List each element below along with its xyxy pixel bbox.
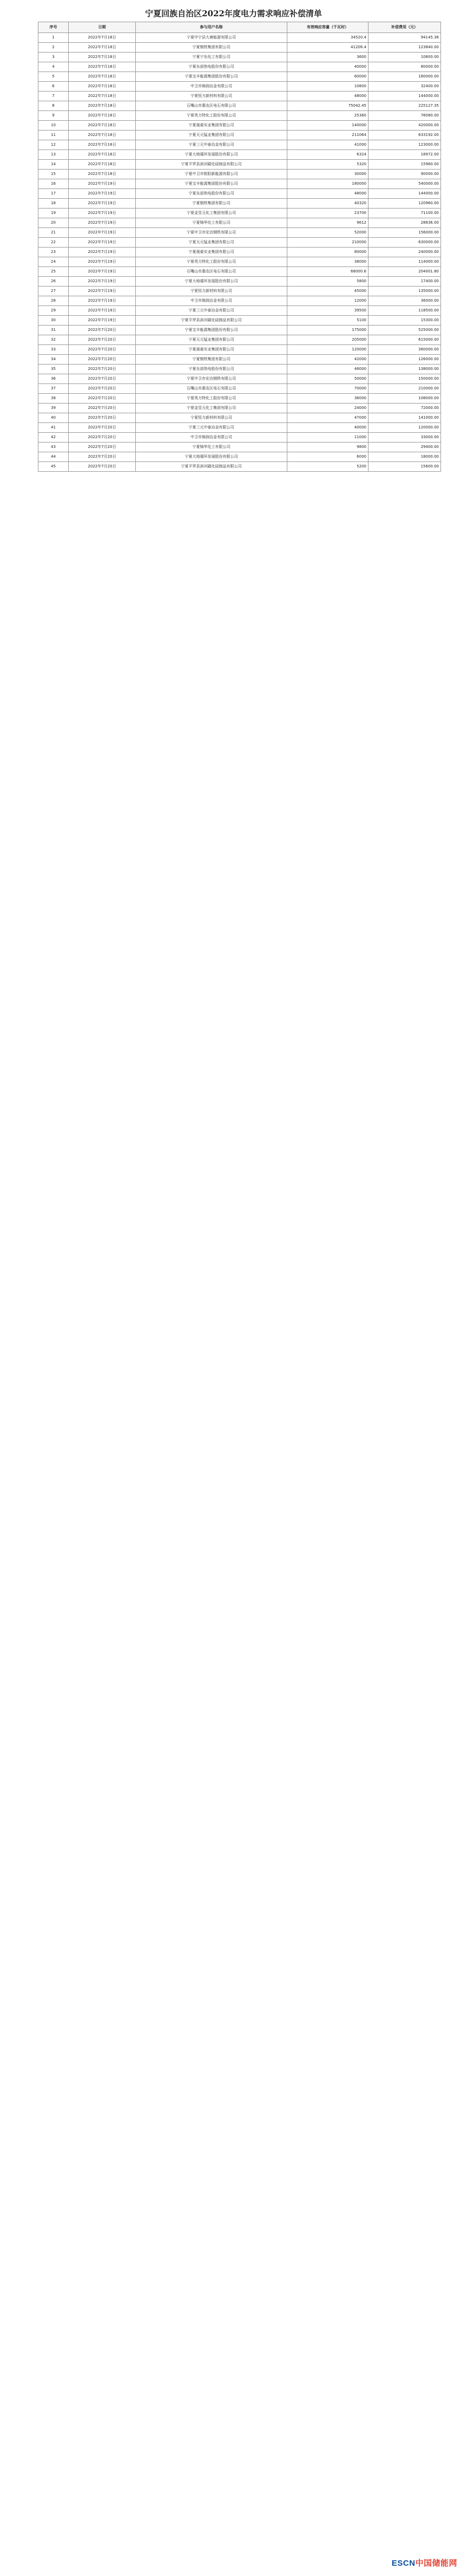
cell-fee: 15600.00 <box>369 462 441 472</box>
cell-date: 2022年7月19日 <box>69 189 136 199</box>
cell-user: 宁夏中宁县大唐能源有限公司 <box>136 33 287 43</box>
table-row <box>38 179 441 189</box>
cell-fee: 156000.00 <box>369 228 441 238</box>
table-row <box>38 433 441 443</box>
table-row <box>38 374 441 384</box>
cell-user: 宁夏钢铁集团有限公司 <box>136 199 287 209</box>
page-title: 宁夏回族自治区2022年度电力需求响应补偿清单 <box>145 9 322 18</box>
cell-capacity: 140000 <box>287 121 369 131</box>
cell-index: 44 <box>38 452 69 462</box>
cell-index: 25 <box>38 267 69 277</box>
cell-user: 石嘴山市惠农区电石有限公司 <box>136 267 287 277</box>
cell-user: 宁夏宝丰能源集团股份有限公司 <box>136 179 287 189</box>
cell-date: 2022年7月18日 <box>69 101 136 111</box>
cell-index: 6 <box>38 82 69 92</box>
cell-fee: 525000.00 <box>369 326 441 335</box>
cell-fee: 114000.00 <box>369 257 441 267</box>
cell-index: 29 <box>38 306 69 316</box>
cell-index: 33 <box>38 345 69 355</box>
cell-index: 1 <box>38 33 69 43</box>
cell-index: 41 <box>38 423 69 433</box>
cell-index: 30 <box>38 316 69 326</box>
cell-user: 宁夏晟晏实业集团有限公司 <box>136 345 287 355</box>
cell-user: 中卫市锦润冶金有限公司 <box>136 433 287 443</box>
cell-capacity: 40000 <box>287 423 369 433</box>
column-header-index: 序号 <box>38 22 69 33</box>
cell-capacity: 38000 <box>287 257 369 267</box>
table-row <box>38 43 441 53</box>
cell-index: 37 <box>38 384 69 394</box>
cell-capacity: 5320 <box>287 160 369 170</box>
cell-fee: 36000.00 <box>369 296 441 306</box>
cell-capacity: 36000 <box>287 394 369 404</box>
cell-fee: 18000.00 <box>369 452 441 462</box>
cell-date: 2022年7月18日 <box>69 53 136 62</box>
escn-logo <box>392 2557 457 2568</box>
cell-date: 2022年7月18日 <box>69 92 136 101</box>
cell-fee: 32400.00 <box>369 82 441 92</box>
table-row <box>38 92 441 101</box>
cell-user: 宁夏金昱元化工集团有限公司 <box>136 404 287 413</box>
cell-capacity: 211064 <box>287 131 369 140</box>
table-row <box>38 150 441 160</box>
cell-user: 中卫市锦润冶金有限公司 <box>136 296 287 306</box>
cell-index: 31 <box>38 326 69 335</box>
cell-date: 2022年7月19日 <box>69 209 136 218</box>
table-row <box>38 267 441 277</box>
cell-date: 2022年7月19日 <box>69 248 136 257</box>
cell-fee: 420000.00 <box>369 121 441 131</box>
cell-fee: 15960.00 <box>369 160 441 170</box>
table-row <box>38 111 441 121</box>
cell-date: 2022年7月18日 <box>69 43 136 53</box>
cell-user: 宁夏天元锰业集团有限公司 <box>136 238 287 248</box>
cell-date: 2022年7月19日 <box>69 257 136 267</box>
cell-fee: 120000.00 <box>369 423 441 433</box>
table-row <box>38 365 441 374</box>
cell-user: 宁夏钢铁集团有限公司 <box>136 355 287 365</box>
cell-user: 宁夏宝丰能源集团股份有限公司 <box>136 72 287 82</box>
table-row <box>38 218 441 228</box>
cell-capacity: 9612 <box>287 218 369 228</box>
cell-capacity: 47000 <box>287 413 369 423</box>
cell-fee: 123000.00 <box>369 140 441 150</box>
cell-capacity: 23700 <box>287 209 369 218</box>
cell-date: 2022年7月18日 <box>69 62 136 72</box>
cell-user: 宁夏东部热电股份有限公司 <box>136 62 287 72</box>
cell-date: 2022年7月19日 <box>69 316 136 326</box>
cell-capacity: 9800 <box>287 443 369 452</box>
column-header-date: 日期 <box>69 22 136 33</box>
cell-date: 2022年7月19日 <box>69 287 136 296</box>
cell-date: 2022年7月20日 <box>69 384 136 394</box>
table-row <box>38 443 441 452</box>
cell-capacity: 3600 <box>287 53 369 62</box>
cell-fee: 18972.00 <box>369 150 441 160</box>
table-row <box>38 209 441 218</box>
cell-date: 2022年7月20日 <box>69 326 136 335</box>
cell-fee: 138000.00 <box>369 365 441 374</box>
table-row <box>38 287 441 296</box>
cell-capacity: 5800 <box>287 277 369 287</box>
cell-fee: 123840.00 <box>369 43 441 53</box>
cell-date: 2022年7月19日 <box>69 296 136 306</box>
cell-date: 2022年7月20日 <box>69 335 136 345</box>
cell-capacity: 40320 <box>287 199 369 209</box>
table-row <box>38 413 441 423</box>
table-row <box>38 72 441 82</box>
table-row <box>38 53 441 62</box>
cell-capacity: 39500 <box>287 306 369 316</box>
cell-user: 宁夏平罗县滨河碳化硅制品有限公司 <box>136 316 287 326</box>
cell-index: 27 <box>38 287 69 296</box>
table-row <box>38 306 441 316</box>
cell-capacity: 41000 <box>287 140 369 150</box>
cell-date: 2022年7月18日 <box>69 82 136 92</box>
cell-capacity: 6324 <box>287 150 369 160</box>
cell-capacity: 24000 <box>287 404 369 413</box>
cell-fee: 135000.00 <box>369 287 441 296</box>
cell-user: 石嘴山市惠农区电石有限公司 <box>136 384 287 394</box>
logo-escn-text: ESCN <box>391 2559 416 2568</box>
cell-date: 2022年7月18日 <box>69 150 136 160</box>
cell-capacity: 70000 <box>287 384 369 394</box>
cell-index: 10 <box>38 121 69 131</box>
cell-index: 35 <box>38 365 69 374</box>
cell-user: 宁夏三元中泰冶金有限公司 <box>136 140 287 150</box>
cell-index: 20 <box>38 218 69 228</box>
cell-user: 宁夏大地循环发展股份有限公司 <box>136 452 287 462</box>
cell-fee: 240000.00 <box>369 248 441 257</box>
cell-user: 宁夏天元锰业集团有限公司 <box>136 131 287 140</box>
cell-user: 宁夏英力特化工股份有限公司 <box>136 394 287 404</box>
cell-fee: 144000.00 <box>369 92 441 101</box>
table-row <box>38 140 441 150</box>
table-row <box>38 228 441 238</box>
cell-user: 宁夏东部热电股份有限公司 <box>136 189 287 199</box>
cell-date: 2022年7月20日 <box>69 394 136 404</box>
cell-date: 2022年7月19日 <box>69 267 136 277</box>
cell-date: 2022年7月18日 <box>69 160 136 170</box>
cell-user: 宁夏平罗县滨河碳化硅制品有限公司 <box>136 462 287 472</box>
cell-user: 宁夏恒力新材料有限公司 <box>136 287 287 296</box>
cell-index: 9 <box>38 111 69 121</box>
cell-index: 34 <box>38 355 69 365</box>
table-row <box>38 462 441 472</box>
cell-capacity: 25360 <box>287 111 369 121</box>
cell-capacity: 60000 <box>287 72 369 82</box>
cell-user: 宁夏三元中泰冶金有限公司 <box>136 423 287 433</box>
table-body <box>38 33 441 472</box>
logo-cn-text: 中国储能网 <box>415 2559 457 2568</box>
table-row <box>38 423 441 433</box>
table-row <box>38 82 441 92</box>
cell-capacity: 68000.6 <box>287 267 369 277</box>
column-header-user: 参与用户名称 <box>136 22 287 33</box>
cell-date: 2022年7月19日 <box>69 238 136 248</box>
cell-user: 宁夏中卫市宏达钢铁有限公司 <box>136 374 287 384</box>
table-row <box>38 238 441 248</box>
cell-date: 2022年7月20日 <box>69 423 136 433</box>
cell-date: 2022年7月18日 <box>69 140 136 150</box>
cell-date: 2022年7月19日 <box>69 277 136 287</box>
cell-capacity: 45000 <box>287 287 369 296</box>
cell-user: 宁夏晟晏实业集团有限公司 <box>136 248 287 257</box>
cell-index: 28 <box>38 296 69 306</box>
cell-index: 3 <box>38 53 69 62</box>
cell-index: 26 <box>38 277 69 287</box>
table-row <box>38 296 441 306</box>
cell-fee: 540000.00 <box>369 179 441 189</box>
cell-user: 宁夏平罗县滨河碳化硅制品有限公司 <box>136 160 287 170</box>
cell-capacity: 5200 <box>287 462 369 472</box>
cell-date: 2022年7月20日 <box>69 404 136 413</box>
cell-capacity: 48000 <box>287 189 369 199</box>
cell-capacity: 48000 <box>287 92 369 101</box>
table-row <box>38 404 441 413</box>
cell-index: 40 <box>38 413 69 423</box>
cell-index: 39 <box>38 404 69 413</box>
cell-capacity: 40000 <box>287 62 369 72</box>
cell-index: 15 <box>38 170 69 179</box>
cell-index: 32 <box>38 335 69 345</box>
cell-fee: 15300.00 <box>369 316 441 326</box>
cell-fee: 76080.00 <box>369 111 441 121</box>
cell-capacity: 42000 <box>287 355 369 365</box>
cell-capacity: 30000 <box>287 170 369 179</box>
table-row <box>38 33 441 43</box>
cell-index: 17 <box>38 189 69 199</box>
cell-date: 2022年7月20日 <box>69 413 136 423</box>
cell-index: 13 <box>38 150 69 160</box>
cell-index: 2 <box>38 43 69 53</box>
cell-date: 2022年7月20日 <box>69 345 136 355</box>
table-row <box>38 277 441 287</box>
cell-user: 宁夏锦华化工有限公司 <box>136 443 287 452</box>
table-row <box>38 131 441 140</box>
cell-date: 2022年7月20日 <box>69 462 136 472</box>
table-row <box>38 384 441 394</box>
cell-capacity: 12000 <box>287 296 369 306</box>
table-row <box>38 316 441 326</box>
cell-index: 11 <box>38 131 69 140</box>
cell-capacity: 180000 <box>287 179 369 189</box>
cell-fee: 120960.00 <box>369 199 441 209</box>
cell-fee: 210000.00 <box>369 384 441 394</box>
cell-fee: 630000.00 <box>369 238 441 248</box>
table-row <box>38 355 441 365</box>
cell-fee: 204001.80 <box>369 267 441 277</box>
cell-capacity: 6000 <box>287 452 369 462</box>
cell-fee: 144000.00 <box>369 189 441 199</box>
cell-index: 38 <box>38 394 69 404</box>
table-row <box>38 394 441 404</box>
cell-date: 2022年7月19日 <box>69 228 136 238</box>
cell-index: 5 <box>38 72 69 82</box>
cell-user: 宁夏英力特化工股份有限公司 <box>136 257 287 267</box>
cell-date: 2022年7月19日 <box>69 218 136 228</box>
cell-fee: 72000.00 <box>369 404 441 413</box>
cell-capacity: 205000 <box>287 335 369 345</box>
cell-fee: 71100.00 <box>369 209 441 218</box>
cell-fee: 108000.00 <box>369 394 441 404</box>
cell-index: 45 <box>38 462 69 472</box>
cell-capacity: 34520.4 <box>287 33 369 43</box>
cell-capacity: 46000 <box>287 365 369 374</box>
cell-capacity: 10800 <box>287 82 369 92</box>
cell-user: 中卫市锦润冶金有限公司 <box>136 82 287 92</box>
cell-index: 24 <box>38 257 69 267</box>
cell-fee: 360000.00 <box>369 345 441 355</box>
cell-user: 宁夏锦华化工有限公司 <box>136 218 287 228</box>
cell-user: 宁夏大地循环发展股份有限公司 <box>136 150 287 160</box>
cell-fee: 94145.36 <box>369 33 441 43</box>
cell-index: 21 <box>38 228 69 238</box>
table-row <box>38 62 441 72</box>
cell-user: 宁夏英力特化工股份有限公司 <box>136 111 287 121</box>
cell-user: 宁夏大地循环发展股份有限公司 <box>136 277 287 287</box>
cell-user: 宁夏恒力新材料有限公司 <box>136 92 287 101</box>
cell-fee: 118500.00 <box>369 306 441 316</box>
cell-date: 2022年7月18日 <box>69 33 136 43</box>
cell-capacity: 120000 <box>287 345 369 355</box>
cell-user: 石嘴山市惠农区电石有限公司 <box>136 101 287 111</box>
cell-index: 43 <box>38 443 69 452</box>
column-header-capacity: 有效响应容量（千瓦时） <box>287 22 369 33</box>
cell-user: 宁夏中卫市银阳新能源有限公司 <box>136 170 287 179</box>
cell-fee: 80000.00 <box>369 62 441 72</box>
table-row <box>38 199 441 209</box>
table-header-row <box>38 22 441 33</box>
cell-date: 2022年7月20日 <box>69 443 136 452</box>
table-row <box>38 452 441 462</box>
cell-capacity: 175000 <box>287 326 369 335</box>
table-row <box>38 121 441 131</box>
cell-date: 2022年7月18日 <box>69 170 136 179</box>
cell-fee: 28836.00 <box>369 218 441 228</box>
column-header-fee: 补偿费用（元） <box>369 22 441 33</box>
cell-user: 宁夏宁东化工有限公司 <box>136 53 287 62</box>
cell-capacity: 52000 <box>287 228 369 238</box>
cell-index: 42 <box>38 433 69 443</box>
cell-date: 2022年7月20日 <box>69 433 136 443</box>
cell-capacity: 210000 <box>287 238 369 248</box>
cell-fee: 615000.00 <box>369 335 441 345</box>
cell-index: 22 <box>38 238 69 248</box>
cell-fee: 150000.00 <box>369 374 441 384</box>
cell-fee: 141000.00 <box>369 413 441 423</box>
cell-user: 宁夏晟晏实业集团有限公司 <box>136 121 287 131</box>
cell-user: 宁夏中卫市宏达钢铁有限公司 <box>136 228 287 238</box>
table-row <box>38 335 441 345</box>
table-row <box>38 101 441 111</box>
cell-user: 宁夏东部热电股份有限公司 <box>136 365 287 374</box>
cell-index: 19 <box>38 209 69 218</box>
cell-fee: 17400.00 <box>369 277 441 287</box>
cell-date: 2022年7月20日 <box>69 365 136 374</box>
cell-date: 2022年7月19日 <box>69 199 136 209</box>
cell-index: 23 <box>38 248 69 257</box>
table-row <box>38 160 441 170</box>
cell-capacity: 11000 <box>287 433 369 443</box>
cell-index: 36 <box>38 374 69 384</box>
cell-user: 宁夏钢铁集团有限公司 <box>136 43 287 53</box>
cell-fee: 29400.00 <box>369 443 441 452</box>
cell-fee: 180000.00 <box>369 72 441 82</box>
cell-date: 2022年7月20日 <box>69 374 136 384</box>
cell-date: 2022年7月20日 <box>69 355 136 365</box>
table-row <box>38 345 441 355</box>
table-row <box>38 189 441 199</box>
cell-fee: 90000.00 <box>369 170 441 179</box>
cell-fee: 33000.00 <box>369 433 441 443</box>
cell-user: 宁夏金昱元化工集团有限公司 <box>136 209 287 218</box>
cell-date: 2022年7月18日 <box>69 111 136 121</box>
table-row <box>38 170 441 179</box>
table-row <box>38 248 441 257</box>
cell-index: 16 <box>38 179 69 189</box>
cell-fee: 225127.35 <box>369 101 441 111</box>
cell-index: 14 <box>38 160 69 170</box>
table-row <box>38 326 441 335</box>
cell-capacity: 75042.45 <box>287 101 369 111</box>
cell-user: 宁夏恒力新材料有限公司 <box>136 413 287 423</box>
cell-index: 4 <box>38 62 69 72</box>
cell-fee: 10800.00 <box>369 53 441 62</box>
cell-user: 宁夏宝丰能源集团股份有限公司 <box>136 326 287 335</box>
cell-capacity: 5100 <box>287 316 369 326</box>
cell-index: 8 <box>38 101 69 111</box>
cell-index: 18 <box>38 199 69 209</box>
cell-date: 2022年7月20日 <box>69 452 136 462</box>
table-row <box>38 257 441 267</box>
compensation-table <box>38 22 441 472</box>
cell-date: 2022年7月18日 <box>69 121 136 131</box>
cell-index: 7 <box>38 92 69 101</box>
cell-index: 12 <box>38 140 69 150</box>
cell-user: 宁夏天元锰业集团有限公司 <box>136 335 287 345</box>
cell-capacity: 80000 <box>287 248 369 257</box>
cell-date: 2022年7月19日 <box>69 306 136 316</box>
cell-date: 2022年7月19日 <box>69 179 136 189</box>
cell-date: 2022年7月18日 <box>69 72 136 82</box>
cell-fee: 633192.00 <box>369 131 441 140</box>
cell-date: 2022年7月18日 <box>69 131 136 140</box>
cell-capacity: 41206.4 <box>287 43 369 53</box>
cell-fee: 126000.00 <box>369 355 441 365</box>
cell-capacity: 50000 <box>287 374 369 384</box>
cell-user: 宁夏三元中泰冶金有限公司 <box>136 306 287 316</box>
